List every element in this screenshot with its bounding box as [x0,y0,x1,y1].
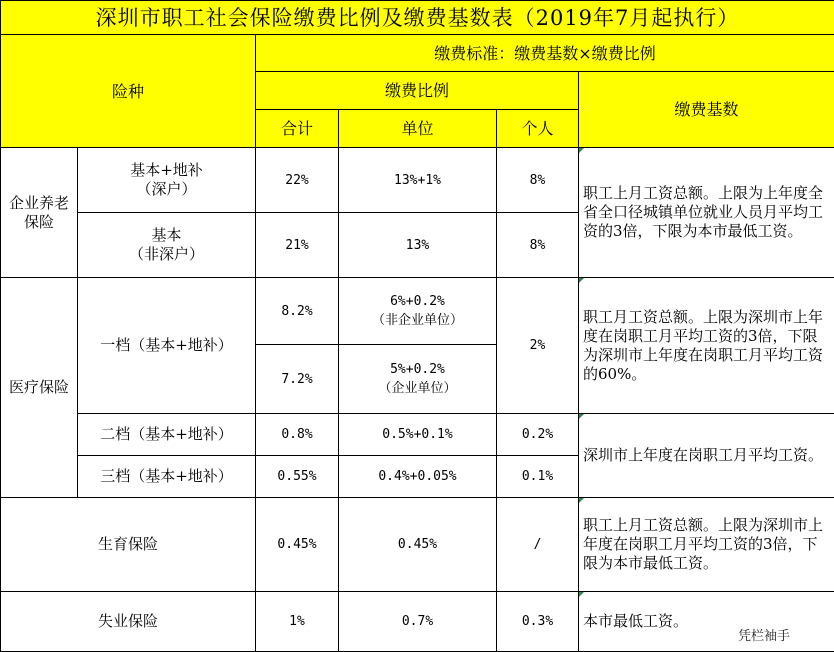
medical-tier1-unit: 5%+0.2% （企业单位） [339,345,497,414]
comment-marker-icon [579,592,584,597]
unemployment-personal: 0.3% [497,592,579,652]
pension-row-label: 基本+地补 （深户） [78,148,256,213]
pension-row-total: 22% [256,148,339,213]
comment-marker-icon [579,498,584,503]
pension-row-personal: 8% [497,213,579,278]
pension-row-personal: 8% [497,148,579,213]
medical-tier1-total: 8.2% [256,278,339,345]
medical-tier1-total: 7.2% [256,345,339,414]
medical-tier2-label: 二档（基本+地补） [78,414,256,456]
unemployment-unit: 0.7% [339,592,497,652]
medical-tier3-unit: 0.4%+0.05% [339,456,497,498]
medical-tier2-total: 0.8% [256,414,339,456]
table-title: 深圳市职工社会保险缴费比例及缴费基数表（2019年7月起执行） [1,1,834,35]
comment-marker-icon [579,148,584,153]
unemployment-base: 本市最低工资。 [583,612,688,630]
header-ratio: 缴费比例 [256,72,579,110]
medical-tier2-unit: 0.5%+0.1% [339,414,497,456]
watermark: 凭栏袖手 [738,625,790,644]
maternity-total: 0.45% [256,498,339,592]
unemployment-base-cell [579,592,834,652]
pension-row-unit: 13%+1% [339,148,497,213]
comment-marker-icon [579,414,584,419]
pension-row-label: 基本 （非深户） [78,213,256,278]
maternity-base-cell [579,498,834,592]
medical-tier1-base-cell [579,278,834,414]
pension-name: 企业养老 保险 [1,148,78,278]
medical-tier3-label: 三档（基本+地补） [78,456,256,498]
medical-name: 医疗保险 [1,278,78,498]
header-standard: 缴费标准：缴费基数×缴费比例 [256,35,834,72]
medical-tier2-personal: 0.2% [497,414,579,456]
medical-tier1-label: 一档（基本+地补） [78,278,256,414]
maternity-personal: / [497,498,579,592]
medical-tier23-base-cell [579,414,834,498]
medical-tier1-personal: 2% [497,278,579,414]
header-total: 合计 [256,110,339,148]
unemployment-name: 失业保险 [1,592,256,652]
pension-base-cell [579,148,834,278]
unemployment-total: 1% [256,592,339,652]
medical-tier3-personal: 0.1% [497,456,579,498]
pension-row-unit: 13% [339,213,497,278]
medical-tier1-base: 职工月工资总额。上限为深圳市上年度在岗职工月平均工资的3倍，下限为深圳市上年度在岗职工月平均工资的60%。 [583,308,823,383]
header-unit: 单位 [339,110,497,148]
header-base: 缴费基数 [579,72,834,148]
pension-row-total: 21% [256,213,339,278]
header-insurance-type: 险种 [1,35,256,148]
maternity-name: 生育保险 [1,498,256,592]
comment-marker-icon [579,278,584,283]
header-personal: 个人 [497,110,579,148]
maternity-base: 职工上月工资总额。上限为深圳市上年度在岗职工月平均工资的3倍，下限为本市最低工资。 [583,516,823,572]
medical-tier3-total: 0.55% [256,456,339,498]
pension-base: 职工上月工资总额。上限为上年度全省全口径城镇单位就业人员月平均工资的3倍，下限为本市最低工资。 [583,184,823,240]
medical-tier1-unit: 6%+0.2% （非企业单位） [339,278,497,345]
maternity-unit: 0.45% [339,498,497,592]
medical-tier23-base: 深圳市上年度在岗职工月平均工资。 [583,446,823,464]
